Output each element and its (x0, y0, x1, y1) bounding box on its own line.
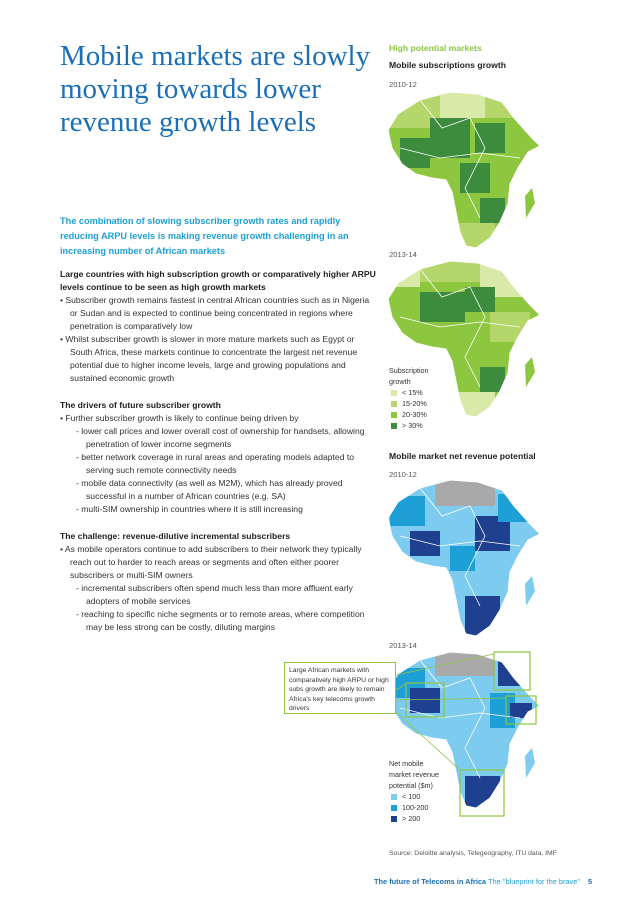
legend2-title-2: market revenue (389, 770, 439, 779)
section3-heading: The challenge: revenue-dilutive incremental subscribers (60, 531, 291, 541)
section1-bullet-2: • Whilst subscriber growth is slower in more mature markets such as Egypt or South Africa, these markets continue to concentrate the largest net revenue potential due to higher income levels, large and growing populations and sustained economic growth (60, 334, 358, 383)
section3-lead: • As mobile operators continue to add subscribers to their network they typically reach out to harder to reach areas or segments and often either poorer subscribers or multi-SIM owners (60, 544, 362, 580)
section2-heading: The drivers of future subscriber growth (60, 400, 221, 410)
subscriptions-growth-heading: Mobile subscriptions growth (389, 60, 506, 70)
section3-item-2: - reaching to specific niche segments or to remote areas, where competition may be less strong can be costly, diluting margins (76, 609, 365, 632)
high-potential-heading: High potential markets (389, 43, 482, 53)
year-label-4: 2013-14 (389, 641, 417, 650)
section2-item-4: - multi-SIM ownership in countries where it is still increasing (76, 504, 303, 514)
footer-subtitle: The "blueprint for the brave" (488, 877, 580, 886)
footer-report-title: The future of Telecoms in Africa (374, 877, 487, 886)
year-label-1: 2010-12 (389, 80, 417, 89)
year-label-2: 2013-14 (389, 250, 417, 259)
section2-item-2: - better network coverage in rural areas and operating models adapted to serving such remote connectivity needs (76, 452, 355, 475)
legend1-item-1: < 15% (402, 388, 423, 397)
legend1-title-1: Subscription (389, 366, 429, 375)
callout-key-markets: Large African markets with comparatively high ARPU or high subs growth are likely to remain Africa's key telecoms growth drivers (284, 662, 396, 714)
legend2-title-3: potential ($m) (389, 781, 433, 790)
legend1-item-3: 20-30% (402, 410, 427, 419)
footer (374, 877, 580, 886)
legend2-title-1: Net mobile (389, 759, 424, 768)
swatch-blue-2 (391, 805, 397, 811)
section2-lead: • Further subscriber growth is likely to continue being driven by (60, 413, 299, 423)
page-number: 5 (588, 877, 593, 886)
section2-item-3: - mobile data connectivity (as well as M2M), which has already proved successful in a number of African countries (e.g. SA) (76, 478, 343, 501)
legend2-item-1: < 100 (402, 792, 421, 801)
legend1-item-2: 15-20% (402, 399, 427, 408)
legend2-item-3: > 200 (402, 814, 421, 823)
legend1-title-2: growth (389, 377, 411, 386)
section1-bullet-1: • Subscriber growth remains fastest in central African countries such as in Nigeria or Sudan and is expected to continue being concentrated in regions where penetration is comparatively low (60, 295, 370, 331)
legend1-item-4: > 30% (402, 421, 423, 430)
source-note: Source: Deloitte analysis, Telegeography, ITU data, IMF (389, 850, 557, 857)
year-label-3: 2010-12 (389, 470, 417, 479)
legend2-item-2: 100-200 (402, 803, 429, 812)
revenue-potential-heading: Mobile market net revenue potential (389, 451, 536, 461)
page-title: Mobile markets are slowly moving towards lower revenue growth levels (60, 40, 371, 138)
section3-item-1: - incremental subscribers often spend much less than more affluent early adopters of mobile services (76, 583, 353, 606)
intro-paragraph: The combination of slowing subscriber growth rates and rapidly reducing ARPU levels is making revenue growth challenging in an increasing number of African markets (60, 216, 349, 256)
section2-item-1: - lower call prices and lower overall cost of ownership for handsets, allowing penetration of lower income segments (76, 426, 365, 449)
swatch-blue-1 (391, 794, 397, 800)
section1-heading: Large countries with high subscription growth or comparatively higher ARPU levels continue to be seen as high growth markets (60, 269, 376, 292)
legend-revenue-potential (389, 758, 439, 824)
swatch-blue-3 (391, 816, 397, 822)
